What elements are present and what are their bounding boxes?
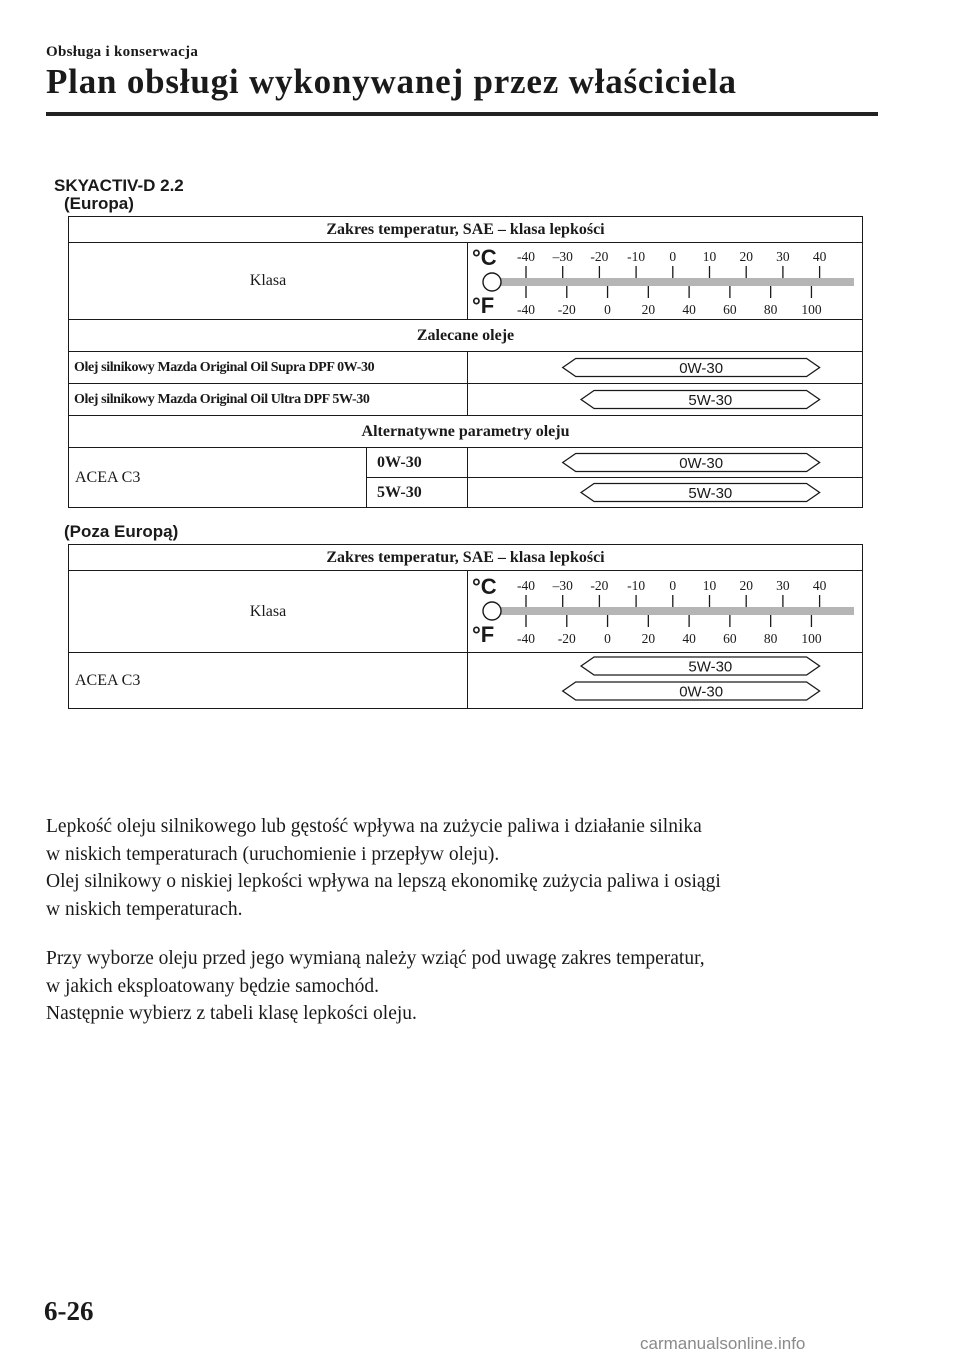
thermometer-bulb-icon bbox=[483, 602, 501, 620]
oil-name: Olej silnikowy Mazda Original Oil Supra DPF 0W-30 bbox=[69, 352, 468, 384]
fahrenheit-tick-label: 80 bbox=[763, 302, 778, 317]
viscosity-range-label: 0W-30 bbox=[679, 455, 724, 472]
celsius-tick-label: -10 bbox=[627, 577, 646, 593]
celsius-tick-label: -40 bbox=[517, 249, 535, 264]
viscosity-range-label: 0W-30 bbox=[679, 360, 724, 377]
title-rule bbox=[46, 112, 878, 116]
page-title: Plan obsługi wykonywanej przez właściciela bbox=[46, 62, 737, 101]
celsius-tick-label: –30 bbox=[552, 249, 573, 264]
grade-range-bar bbox=[468, 384, 863, 416]
text-line: Przy wyborze oleju przed jego wymianą należy wziąć pod uwagę zakres temperatur, bbox=[46, 948, 705, 969]
recommended-oils-header: Zalecane oleje bbox=[69, 320, 863, 352]
region-label-outside-europe: (Poza Europą) bbox=[64, 522, 179, 541]
thermometer-bulb-icon bbox=[483, 273, 501, 291]
outside-europe-table-header: Zakres temperatur, SAE – klasa lepkości bbox=[69, 545, 863, 571]
fahrenheit-tick-label: 0 bbox=[604, 630, 611, 646]
viscosity-range-label: 5W-30 bbox=[688, 658, 733, 675]
celsius-tick-label: 10 bbox=[702, 577, 717, 593]
grade-range-bar bbox=[468, 352, 863, 384]
fahrenheit-tick-label: -20 bbox=[557, 630, 576, 646]
outside-europe-viscosity-table bbox=[68, 544, 863, 709]
text-line: w niskich temperaturach (uruchomienie i przepływ oleju). bbox=[46, 843, 500, 865]
outside-europe-class-label: Klasa bbox=[69, 571, 468, 653]
grade-label: 5W-30 bbox=[367, 478, 468, 508]
acea-spec: ACEA C3 bbox=[69, 653, 468, 709]
celsius-tick-label: -20 bbox=[590, 577, 609, 593]
region-label-europe: (Europa) bbox=[64, 194, 134, 213]
fahrenheit-tick-label: -20 bbox=[557, 302, 576, 317]
celsius-unit-label: °C bbox=[472, 245, 497, 270]
grade-label: 0W-30 bbox=[367, 448, 468, 478]
fahrenheit-unit-label: °F bbox=[472, 621, 495, 647]
table-row bbox=[69, 448, 863, 478]
table-row bbox=[69, 384, 863, 416]
temperature-bar bbox=[492, 278, 854, 286]
text-line: w jakich eksploatowany będzie samochód. bbox=[46, 975, 380, 997]
temperature-scale-svg bbox=[468, 572, 863, 652]
fahrenheit-tick-label: 20 bbox=[641, 630, 656, 646]
engine-label: SKYACTIV-D 2.2 bbox=[54, 176, 184, 195]
celsius-tick-label: –30 bbox=[552, 577, 573, 593]
fahrenheit-tick-label: 40 bbox=[682, 302, 696, 317]
europe-temperature-scale bbox=[468, 243, 863, 320]
text-line: Olej silnikowy o niskiej lepkości wpływa na lepszą ekonomikę zużycia paliwa i osiągi bbox=[46, 871, 721, 892]
fahrenheit-tick-label: 100 bbox=[801, 630, 822, 646]
celsius-tick-label: 30 bbox=[776, 577, 790, 593]
page-number: 6-26 bbox=[44, 1296, 94, 1326]
text-line: Lepkość oleju silnikowego lub gęstość wpływa na zużycie paliwa i działanie silnika bbox=[46, 816, 702, 837]
body-paragraph-1 bbox=[46, 813, 906, 923]
temperature-bar bbox=[492, 607, 854, 615]
celsius-tick-label: 0 bbox=[669, 249, 677, 264]
section-label: Obsługa i konserwacja bbox=[46, 44, 199, 60]
text-line: Następnie wybierz z tabeli klasę lepkości oleju. bbox=[46, 1003, 417, 1024]
watermark: carmanualsonline.info bbox=[640, 1334, 806, 1353]
fahrenheit-tick-label: 0 bbox=[604, 302, 611, 317]
celsius-tick-label: -10 bbox=[627, 249, 646, 264]
acea-spec: ACEA C3 bbox=[69, 448, 367, 508]
fahrenheit-tick-label: 60 bbox=[723, 302, 737, 317]
fahrenheit-tick-label: 20 bbox=[641, 302, 656, 317]
table-row bbox=[69, 653, 863, 709]
celsius-tick-label: 30 bbox=[776, 249, 790, 264]
body-paragraph-2 bbox=[46, 945, 906, 1028]
celsius-tick-label: 20 bbox=[739, 577, 753, 593]
celsius-tick-label: 0 bbox=[669, 577, 677, 593]
celsius-tick-label: 40 bbox=[812, 249, 827, 264]
fahrenheit-tick-label: -40 bbox=[517, 302, 535, 317]
europe-viscosity-table bbox=[68, 216, 863, 508]
grade-range-bars bbox=[468, 653, 863, 709]
viscosity-range-label: 5W-30 bbox=[688, 485, 733, 502]
oil-name: Olej silnikowy Mazda Original Oil Ultra DPF 5W-30 bbox=[69, 384, 468, 416]
grade-range-bar bbox=[468, 478, 863, 508]
fahrenheit-tick-label: 60 bbox=[723, 630, 737, 646]
alternative-params-header: Alternatywne parametry oleju bbox=[69, 416, 863, 448]
viscosity-range-label: 0W-30 bbox=[679, 683, 724, 700]
grade-range-bar bbox=[468, 448, 863, 478]
fahrenheit-unit-label: °F bbox=[472, 293, 495, 318]
table-row bbox=[69, 352, 863, 384]
europe-class-label: Klasa bbox=[69, 243, 468, 320]
fahrenheit-tick-label: 40 bbox=[682, 630, 696, 646]
celsius-tick-label: 10 bbox=[702, 249, 717, 264]
temperature-scale-svg bbox=[468, 243, 863, 319]
celsius-tick-label: -40 bbox=[517, 577, 535, 593]
text-line: w niskich temperaturach. bbox=[46, 898, 243, 920]
viscosity-range-label: 5W-30 bbox=[688, 392, 733, 409]
fahrenheit-tick-label: 80 bbox=[763, 630, 778, 646]
celsius-tick-label: 20 bbox=[739, 249, 753, 264]
europe-table-header: Zakres temperatur, SAE – klasa lepkości bbox=[69, 217, 863, 243]
celsius-tick-label: -20 bbox=[590, 249, 609, 264]
celsius-tick-label: 40 bbox=[812, 577, 827, 593]
fahrenheit-tick-label: -40 bbox=[517, 630, 535, 646]
outside-europe-temperature-scale bbox=[468, 571, 863, 653]
celsius-unit-label: °C bbox=[472, 573, 497, 599]
fahrenheit-tick-label: 100 bbox=[801, 302, 822, 317]
